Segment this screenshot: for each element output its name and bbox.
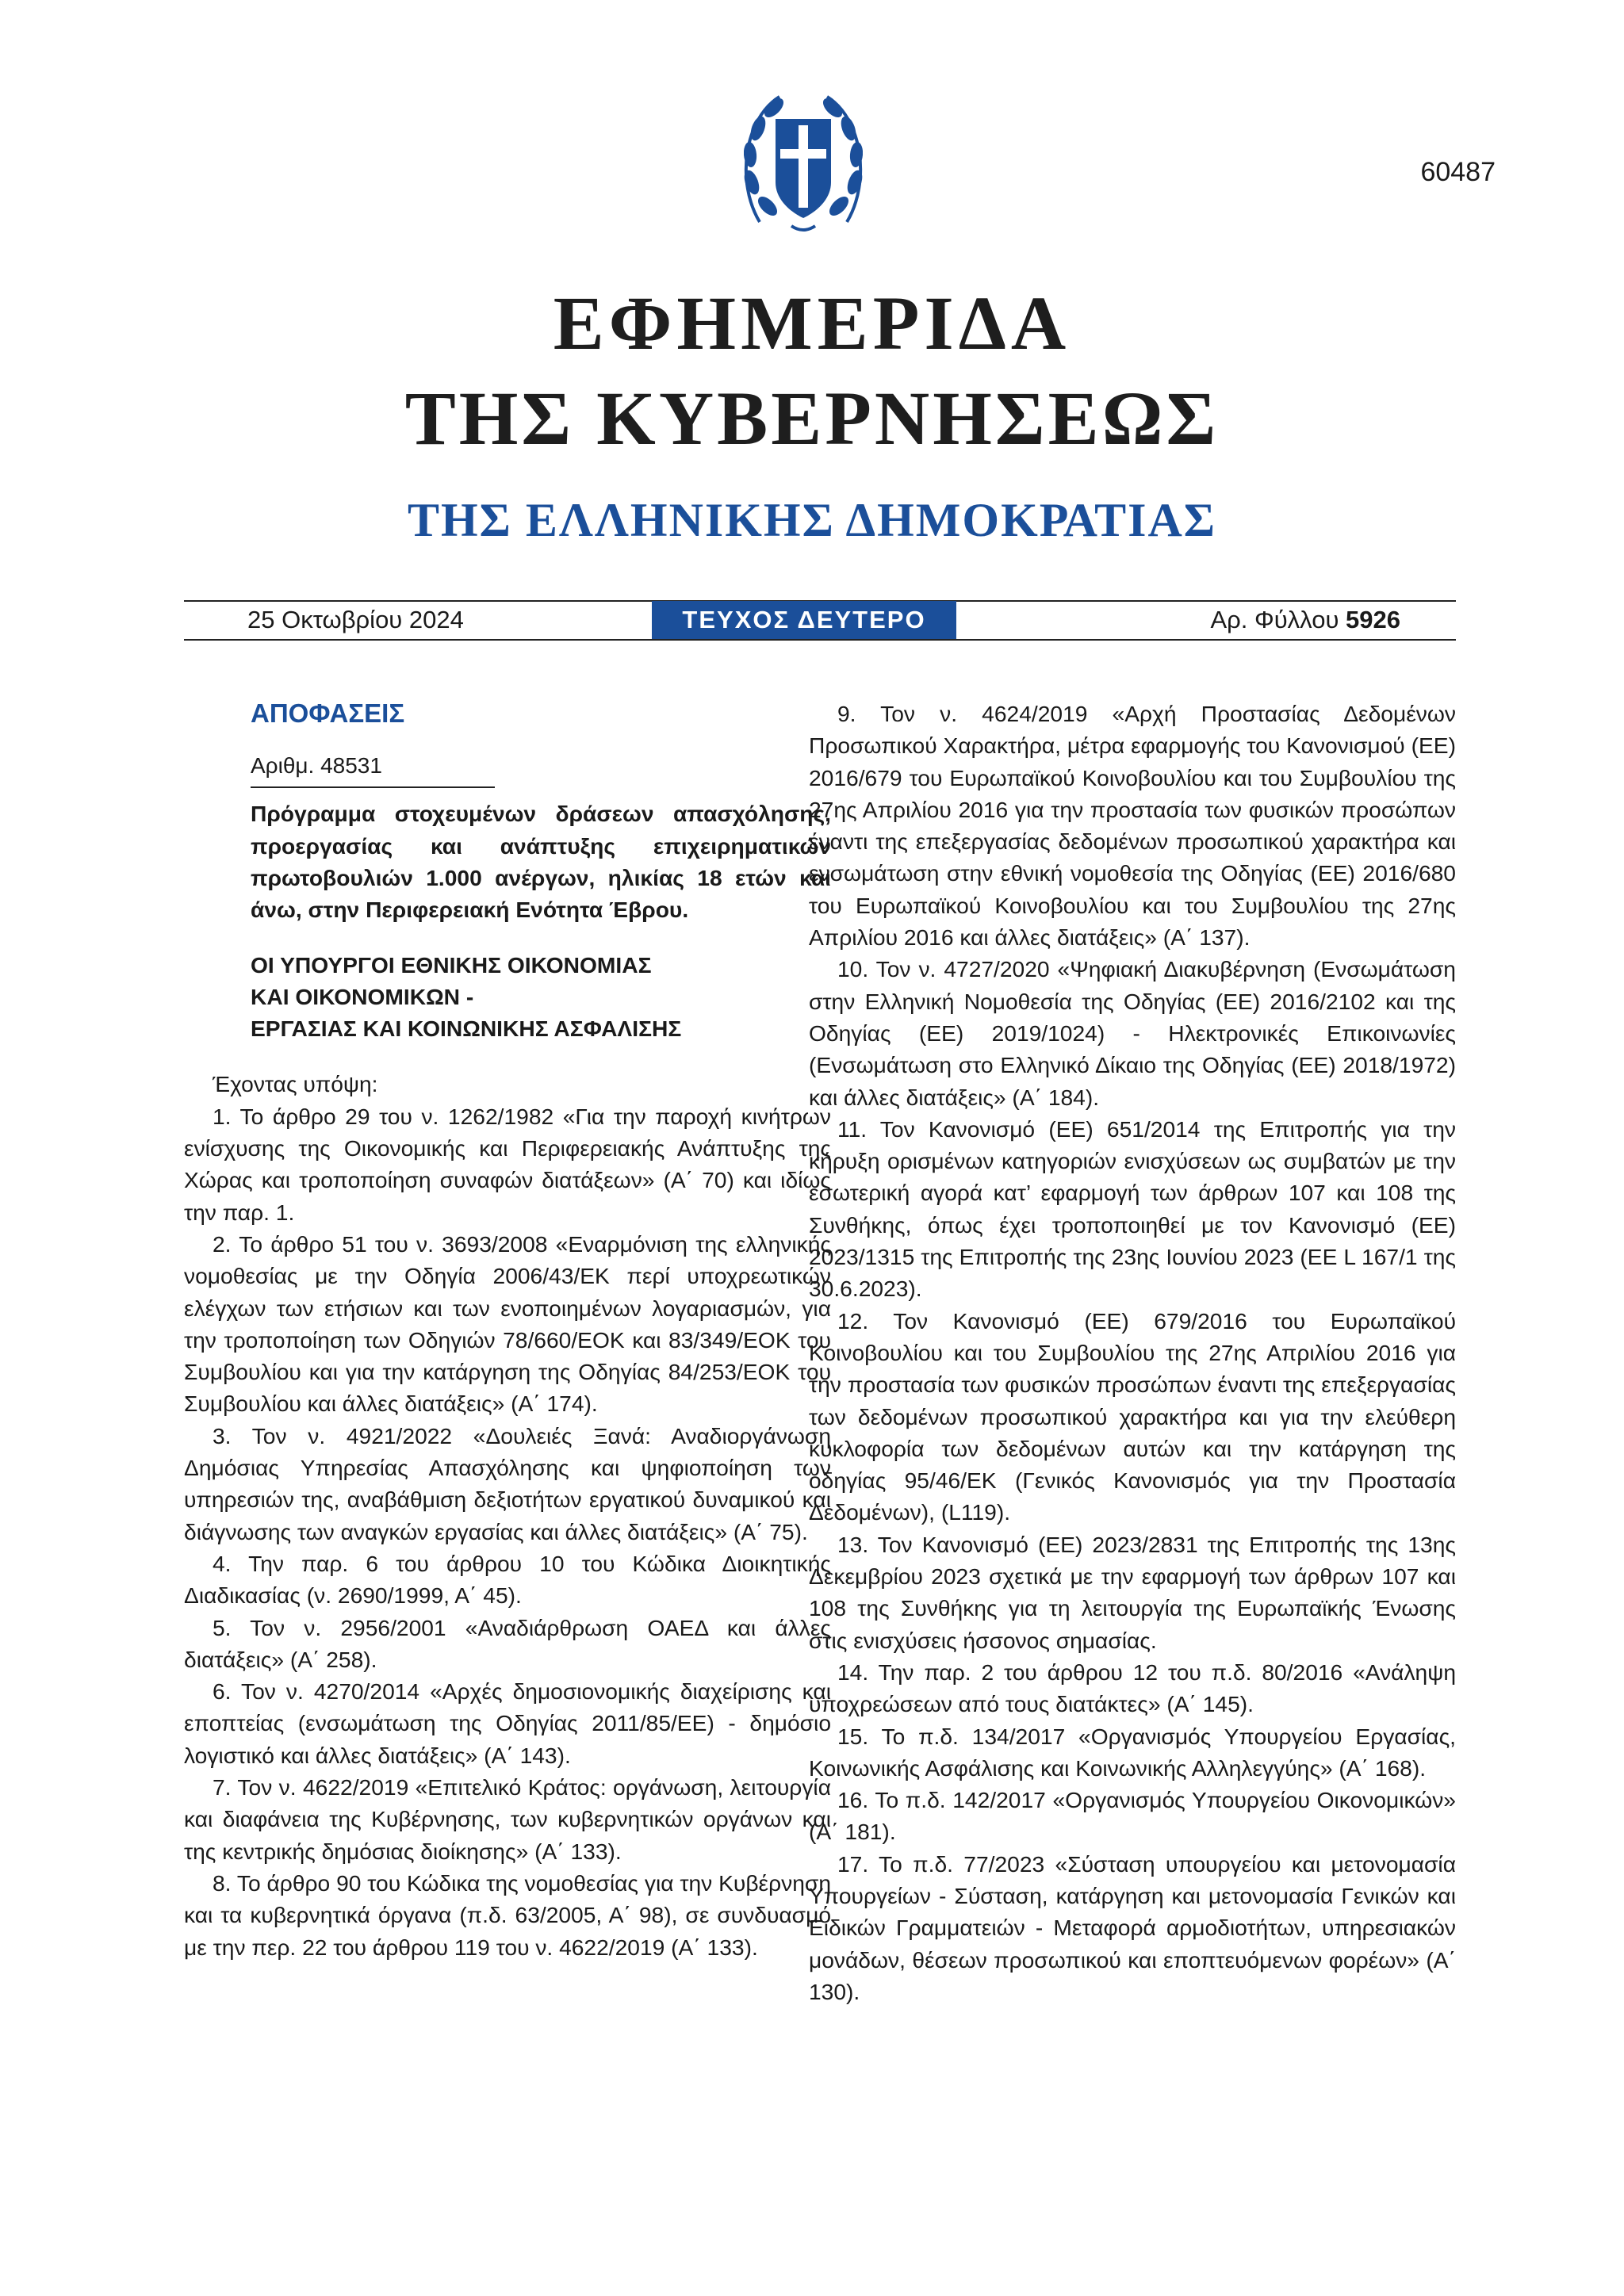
legal-item: 11. Τον Κανονισμό (ΕΕ) 651/2014 της Επιτροπής για την κήρυξη ορισμένων κατηγοριών ενισχύσεων ως συμβατών με την εσωτερική αγορά κατ’ εφαρμογή των άρθρων 107 και 108 της Συνθήκης, όπως έχει τροποποιηθεί με τον Κανονισμό (ΕΕ) 2023/1315 της Επιτροπής της 23ης Ιουνίου 2023 (ΕΕ L 167/1 της 30.6.2023). bbox=[809, 1115, 1456, 1302]
issue-label: ΤΕΥΧΟΣ ΔΕΥΤΕΡΟ bbox=[652, 601, 956, 639]
greek-coat-of-arms-icon bbox=[744, 87, 863, 238]
issue-date: 25 Οκτωβρίου 2024 bbox=[247, 606, 464, 633]
sheet-number-value: 5926 bbox=[1346, 606, 1400, 633]
legal-item: 5. Τον ν. 2956/2001 «Αναδιάρθρωση ΟΑΕΔ και άλλες διατάξεις» (Α΄ 258). bbox=[184, 1614, 831, 1672]
decision-title: Πρόγραμμα στοχευμένων δράσεων απασχόλησης, προεργασίας και ανάπτυξης επιχειρηματικών πρωτοβουλιών 1.000 ανέργων, ηλικίας 18 ετών και άνω, στην Περιφερειακή Ενότητα Έβρου. bbox=[251, 801, 831, 923]
legal-item: 16. Το π.δ. 142/2017 «Οργανισμός Υπουργείου Οικονομικών» (Α΄ 181). bbox=[809, 1787, 1456, 1845]
legal-item: 9. Τον ν. 4624/2019 «Αρχή Προστασίας Δεδομένων Προσωπικού Χαρακτήρα, μέτρα εφαρμογής του Κανονισμού (ΕΕ) 2016/679 του Ευρωπαϊκού Κοινοβουλίου και του Συμβουλίου της 27ης Απριλίου 2016 για την προστασία των φυσικών προσώπων έναντι της επεξεργασίας δεδομένων προσωπικού χαρακτήρα και ενσωμάτωση στην εθνική νομοθεσία της Οδηγίας (ΕΕ) 2016/680 του Ευρωπαϊκού Κοινοβουλίου και του Συμβουλίου της 27ης Απριλίου 2016 και άλλες διατάξεις» (Α΄ 137). bbox=[809, 701, 1456, 951]
legal-item: 6. Τον ν. 4270/2014 «Αρχές δημοσιονομικής διαχείρισης και εποπτείας (ενσωμάτωση της Οδηγίας 2011/85/ΕΕ) - δημόσιο λογιστικό και άλλες διατάξεις» (Α΄ 143). bbox=[184, 1678, 831, 1768]
ministers-line: ΟΙ ΥΠΟΥΡΓΟΙ ΕΘΝΙΚΗΣ ΟΙΚΟΝΟΜΙΑΣ bbox=[251, 952, 652, 978]
legal-item: 4. Την παρ. 6 του άρθρου 10 του Κώδικα Διοικητικής Διαδικασίας (ν. 2690/1999, Α΄ 45). bbox=[184, 1550, 831, 1609]
ministers-heading bbox=[251, 949, 831, 1044]
sheet-number bbox=[1210, 606, 1400, 634]
header-rule-bottom bbox=[184, 639, 1456, 641]
section-title: ΑΠΟΦΑΣΕΙΣ bbox=[251, 698, 405, 728]
ministers-line: ΚΑΙ ΟΙΚΟΝΟΜΙΚΩΝ - bbox=[251, 984, 474, 1010]
legal-item: 12. Τον Κανονισμό (ΕΕ) 679/2016 του Ευρωπαϊκού Κοινοβουλίου και του Συμβουλίου της 27ης Απριλίου 2016 για την προστασία των φυσικών προσώπων έναντι της επεξεργασίας των δεδομένων προσωπικού χαρακτήρα και για την ελεύθερη κυκλοφορία των δεδομένων αυτών και την κατάργηση της οδηγίας 95/46/ΕΚ (Γενικός Κανονισμός για την Προστασία Δεδομένων), (L119). bbox=[809, 1307, 1456, 1525]
legal-item: 15. Το π.δ. 134/2017 «Οργανισμός Υπουργείου Εργασίας, Κοινωνικής Ασφάλισης και Κοινωνικής Αλληλεγγύης» (Α΄ 168). bbox=[809, 1723, 1456, 1781]
legal-item: 17. Το π.δ. 77/2023 «Σύσταση υπουργείου και μετονομασία Υπουργείων - Σύσταση, κατάργηση και μετονομασία Γενικών και Ειδικών Γραμματειών - Μεταφορά αρμοδιοτήτων, υπηρεσιακών μονάδων, θέσεων προσωπικού και εποπτευόμενων φορέων» (Α΄ 130). bbox=[809, 1850, 1456, 2004]
legal-item: 7. Τον ν. 4622/2019 «Επιτελικό Κράτος: οργάνωση, λειτουργία και διαφάνεια της Κυβέρνησης, των κυβερνητικών οργάνων και της κεντρικής δημόσιας διοίκησης» (Α΄ 133). bbox=[184, 1774, 831, 1864]
intro-text: Έχοντας υπόψη: bbox=[213, 1071, 378, 1097]
legal-item: 2. Το άρθρο 51 του ν. 3693/2008 «Εναρμόνιση της ελληνικής νομοθεσίας με την Οδηγία 2006/43/ΕΚ περί υποχρεωτικών ελέγχων των ετήσιων και των ενοποιημένων λογαριασμών, για την τροποποίηση των Οδηγιών 78/660/ΕΟΚ και 83/349/ΕΟΚ του Συμβουλίου και για την κατάργηση της Οδηγίας 84/253/ΕΟΚ του Συμβουλίου και άλλες διατάξεις» (Α΄ 174). bbox=[184, 1230, 831, 1417]
decision-number: Αριθμ. 48531 bbox=[251, 750, 495, 788]
page-number: 60487 bbox=[1420, 157, 1496, 187]
sheet-label: Αρ. Φύλλου bbox=[1210, 606, 1339, 633]
ministers-line: ΕΡΓΑΣΙΑΣ ΚΑΙ ΚΟΙΝΩΝΙΚΗΣ ΑΣΦΑΛΙΣΗΣ bbox=[251, 1016, 682, 1042]
masthead-subtitle: ΤΗΣ ΕΛΛΗΝΙΚΗΣ ΔΗΜΟΚΡΑΤΙΑΣ bbox=[407, 494, 1217, 546]
masthead-title-line1: ΕΦΗΜΕΡΙΔΑ bbox=[553, 281, 1071, 365]
legal-item: 8. Το άρθρο 90 του Κώδικα της νομοθεσίας για την Κυβέρνηση και τα κυβερνητικά όργανα (π.δ. 63/2005, Α΄ 98), σε συνδυασμό με την περ. 22 του άρθρου 119 του ν. 4622/2019 (Α΄ 133). bbox=[184, 1869, 831, 1960]
legal-item: 13. Τον Κανονισμό (ΕΕ) 2023/2831 της Επιτροπής της 13ης Δεκεμβρίου 2023 σχετικά με την εφαρμογή των άρθρων 107 και 108 της Συνθήκης για τη λειτουργία της Ευρωπαϊκής Ένωσης στις ενισχύσεις ήσσονος σημασίας. bbox=[809, 1531, 1456, 1653]
left-column bbox=[184, 698, 831, 1963]
masthead-title-line2: ΤΗΣ ΚΥΒΕΡΝΗΣΕΩΣ bbox=[404, 376, 1220, 461]
legal-item: 10. Τον ν. 4727/2020 «Ψηφιακή Διακυβέρνηση (Ενσωμάτωση στην Ελληνική Νομοθεσία της Οδηγίας (ΕΕ) 2016/2102 και της Οδηγίας (ΕΕ) 2019/1024) - Ηλεκτρονικές Επικοινωνίες (Ενσωμάτωση στο Ελληνικό Δίκαιο της Οδηγίας (ΕΕ) 2018/1972) και άλλες διατάξεις» (Α΄ 184). bbox=[809, 956, 1456, 1110]
legal-item: 3. Τον ν. 4921/2022 «Δουλειές Ξανά: Αναδιοργάνωση Δημόσιας Υπηρεσίας Απασχόλησης και ψηφιοποίηση των υπηρεσιών της, αναβάθμιση δεξιοτήτων εργατικού δυναμικού και διάγνωσης των αναγκών εργασίας και άλλες διατάξεις» (Α΄ 75). bbox=[184, 1422, 831, 1544]
legal-item: 14. Την παρ. 2 του άρθρου 12 του π.δ. 80/2016 «Ανάληψη υποχρεώσεων από τους διατάκτες» (Α΄ 145). bbox=[809, 1659, 1456, 1717]
right-column bbox=[809, 698, 1456, 2007]
legal-item: 1. Το άρθρο 29 του ν. 1262/1982 «Για την παροχή κινήτρων ενίσχυσης της Οικονομικής και Περιφερειακής Ανάπτυξης της Χώρας και τροποποίηση συναφών διατάξεων» (Α΄ 70) και ιδίως την παρ. 1. bbox=[184, 1103, 831, 1225]
